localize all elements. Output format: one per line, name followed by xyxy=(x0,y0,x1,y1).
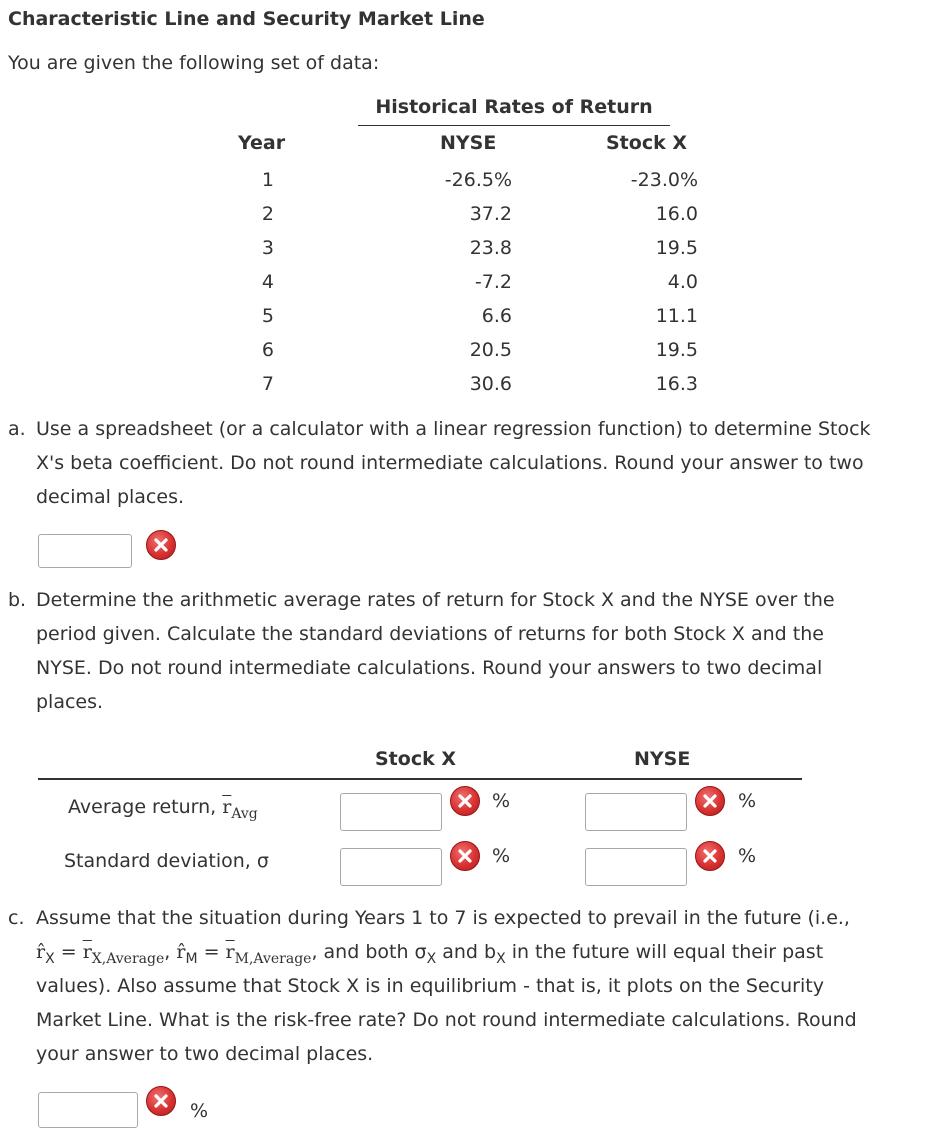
stock-x-avg-input[interactable] xyxy=(340,793,442,831)
percent-unit: % xyxy=(738,845,757,867)
incorrect-icon xyxy=(146,530,176,560)
nyse-sd-input[interactable] xyxy=(585,848,687,886)
cell-stock-x: 19.5 xyxy=(655,237,698,259)
cell-year: 7 xyxy=(261,373,274,395)
risk-free-rate-input[interactable] xyxy=(38,1092,138,1128)
row-label-std-dev: Standard deviation, σ xyxy=(64,850,269,872)
part-b-text: b. Determine the arithmetic average rates of return for Stock X and the NYSE over the period given. Calculate the standard deviations of returns for both Stock X and the NYSE. Do not round intermediate calculations. Round your answers to two decimal places. xyxy=(8,583,835,719)
col-header-year: Year xyxy=(238,132,286,154)
intro-text: You are given the following set of data: xyxy=(8,52,380,74)
cell-stock-x: 16.0 xyxy=(655,203,698,225)
incorrect-icon xyxy=(146,1086,176,1116)
percent-unit: % xyxy=(492,845,511,867)
part-b-label: b. xyxy=(8,589,27,611)
cell-nyse: 6.6 xyxy=(481,305,512,327)
incorrect-icon xyxy=(695,841,725,871)
incorrect-icon xyxy=(450,786,480,816)
part-a-text: a. Use a spreadsheet (or a calculator with a linear regression function) to determine Stock X's beta coefficient. Do not round intermediate calculations. Round your answer to two decimal places. xyxy=(8,412,871,514)
part-c-text: c. Assume that the situation during Years 1 to 7 is expected to prevail in the future (i.e., $r̂_X = \overline{r}_{X,Average}$, $r̂_M = \overline{r}_{M,Average}$, and both $\sigma_X$ and $b_X$ in the future will equal their past values). Also assume that Stock X is in equilibrium - that is, it plots on the Security Market Line. What is the risk-free rate? Do not round intermediate calculations. Round your answer to two decimal places. xyxy=(8,901,857,1071)
percent-unit: % xyxy=(190,1100,209,1122)
cell-nyse: 30.6 xyxy=(469,373,512,395)
cell-year: 5 xyxy=(261,305,274,327)
table-group-header: Historical Rates of Return xyxy=(375,96,653,118)
cell-stock-x: 19.5 xyxy=(655,339,698,361)
cell-year: 6 xyxy=(261,339,274,361)
cell-nyse: 20.5 xyxy=(469,339,512,361)
cell-stock-x: -23.0% xyxy=(630,169,698,191)
beta-answer-input[interactable] xyxy=(38,534,132,568)
cell-nyse: 37.2 xyxy=(469,203,512,225)
cell-year: 4 xyxy=(261,271,274,293)
col-header-nyse-b: NYSE xyxy=(634,748,691,770)
percent-unit: % xyxy=(492,790,511,812)
cell-nyse: 23.8 xyxy=(469,237,512,259)
nyse-avg-input[interactable] xyxy=(585,793,687,831)
cell-stock-x: 4.0 xyxy=(667,271,698,293)
col-header-stock-x-b: Stock X xyxy=(375,748,456,770)
col-header-nyse: NYSE xyxy=(440,132,497,154)
cell-year: 2 xyxy=(261,203,274,225)
stock-x-sd-input[interactable] xyxy=(340,848,442,886)
part-c-label: c. xyxy=(8,907,25,929)
percent-unit: % xyxy=(738,790,757,812)
header-divider xyxy=(358,125,670,126)
cell-year: 1 xyxy=(261,169,274,191)
part-c-formula-line: $r̂_X = \overline{r}_{X,Average}$, $r̂_M = \overline{r}_{M,Average}$, and both $\sigma_X$ and $b_X$ in the future will equal their past xyxy=(36,941,824,967)
cell-stock-x: 16.3 xyxy=(655,373,698,395)
col-header-stock-x: Stock X xyxy=(606,132,687,154)
cell-stock-x: 11.1 xyxy=(655,305,698,327)
table-divider xyxy=(38,778,802,780)
incorrect-icon xyxy=(450,841,480,871)
page-title: Characteristic Line and Security Market Line xyxy=(8,8,485,30)
incorrect-icon xyxy=(695,786,725,816)
cell-nyse: -7.2 xyxy=(474,271,512,293)
cell-nyse: -26.5% xyxy=(444,169,512,191)
cell-year: 3 xyxy=(261,237,274,259)
row-label-average-return: Average return, $\overline{r}_{Avg}$ xyxy=(68,796,258,822)
part-a-label: a. xyxy=(8,418,26,440)
